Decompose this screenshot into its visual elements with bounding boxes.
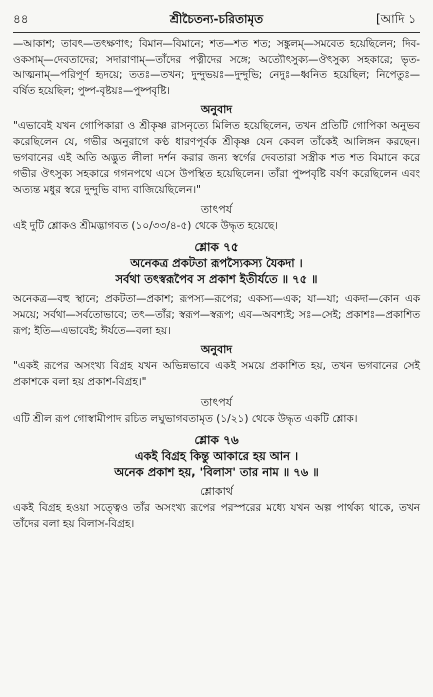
section-label: [আদি ১ — [375, 12, 416, 26]
verse-74-synonyms: —আকাশ; তাবৎ—তৎক্ষণাৎ; বিমান—বিমানে; শত—শত শত; সঙ্কুলম্—সমবেত হয়েছিলেন; দিব-ওকসাম্—দেবতাদের; সদারাণাম্—তাঁদের পত্নীদের সঙ্গে; অত্যৌৎসুক্য—ঔৎসুক্য সহকারে; ভৃত-আত্মনাম্—পরিপূর্ণ হৃদয়ে; ততঃ—তখন; দুন্দুভয়ঃ—দুন্দুভি; নেদুঃ—ধ্বনিত হয়েছিল; নিপেতুঃ—বর্ষিত হয়েছিল; পুষ্প-বৃষ্টয়ঃ—পুষ্পবৃষ্টি। — [13, 38, 420, 97]
verse-75-translation-heading: অনুবাদ — [200, 343, 233, 357]
verse-75-synonyms: অনেকত্র—বহু স্থানে; প্রকটতা—প্রকাশ; রূপস্য—রূপের; একস্য—এক; যা—যা; একদা—কোন এক সময়ে; সর্বথা—সর্বতোভাবে; তৎ—তাঁর; স্বরূপ—স্বরূপ; এব—অবশ্যই; সঃ—সেই; প্রকাশঃ—প্রকাশিত রূপ; ইতি—এভাবেই; ঈর্যতে—বলা হয়। — [13, 293, 420, 337]
header-divider — [13, 32, 420, 33]
verse-74-translation-heading: অনুবাদ — [200, 103, 233, 117]
verse-75-number: শ্লোক ৭৫ — [194, 240, 239, 255]
verse-75-purport: এটি শ্রীল রূপ গোস্বামীপাদ রচিত লঘুভাগবতামৃত (১/২১) থেকে উদ্ধৃত একটি শ্লোক। — [13, 412, 358, 425]
page-header — [13, 8, 420, 30]
verse-76-line-2: অনেক প্রকাশ হয়, 'বিলাস' তার নাম ॥ ৭৬ ॥ — [114, 464, 319, 479]
verse-75-line-2: সর্বথা তৎস্বরূপৈব স প্রকাশ ইতীর্যতে ॥ ৭৫ ॥ — [115, 272, 318, 287]
verse-75-line-1: অনেকত্র প্রকটতা রূপস্যৈকস্য যৈকদা । — [130, 256, 303, 271]
verse-74-purport-heading: তাৎপর্য — [200, 203, 233, 217]
verse-75-translation: "একই রূপের অসংখ্য বিগ্রহ যখন অভিন্নভাবে একই সময়ে প্রকাশিত হয়, তখন ভগবানের সেই প্রকাশকে বলা হয় প্রকাশ-বিগ্রহ।" — [13, 360, 420, 388]
book-title: শ্রীচৈতন্য-চরিতামৃত — [169, 12, 264, 26]
verse-75-purport-heading: তাৎপর্য — [200, 395, 233, 409]
page-number: ৪৪ — [13, 12, 29, 26]
verse-74-purport: এই দুটি শ্লোকও শ্রীমদ্ভাগবত (১০/৩৩/৪-৫) থেকে উদ্ধৃত হয়েছে। — [13, 220, 279, 233]
verse-76-meaning: একই বিগ্রহ হওয়া সত্ত্বেও তাঁর অসংখ্য রূপের পরস্পরের মধ্যে যখন অল্প পার্থক্য থাকে, তখন তাঁদের বলা হয় বিলাস-বিগ্রহ। — [13, 501, 420, 530]
verse-74-translation: "এভাবেই যখন গোপিকারা ও শ্রীকৃষ্ণ রাসনৃত্যে মিলিত হয়েছিলেন, তখন প্রতিটি গোপিকা অনুভব করেছিলেন যে, গভীর অনুরাগে কণ্ঠ ধারণপূর্বক শ্রীকৃষ্ণ যেন কেবল তাঁকেই আলিঙ্গন করছেন। ভগবানের এই অতি অদ্ভুত লীলা দর্শন করার জন্য স্বর্গের দেবতারা সস্ত্রীক শত শত বিমানে করে গভীর ঔৎসুক্য সহকারে গগনপথে এসে উপস্থিত হয়েছিলেন। তাঁরা পুষ্পবৃষ্টি বর্ষণ করেছিলেন এবং অত্যন্ত মধুর স্বরে দুন্দুভি বাদ্য বাজিয়েছিলেন।" — [13, 120, 420, 196]
verse-76-meaning-heading: শ্লোকার্থ — [200, 484, 233, 498]
verse-76-line-1: একই বিগ্রহ কিন্তু আকারে হয় আন । — [134, 448, 299, 463]
verse-76-number: শ্লোক ৭৬ — [194, 432, 239, 447]
